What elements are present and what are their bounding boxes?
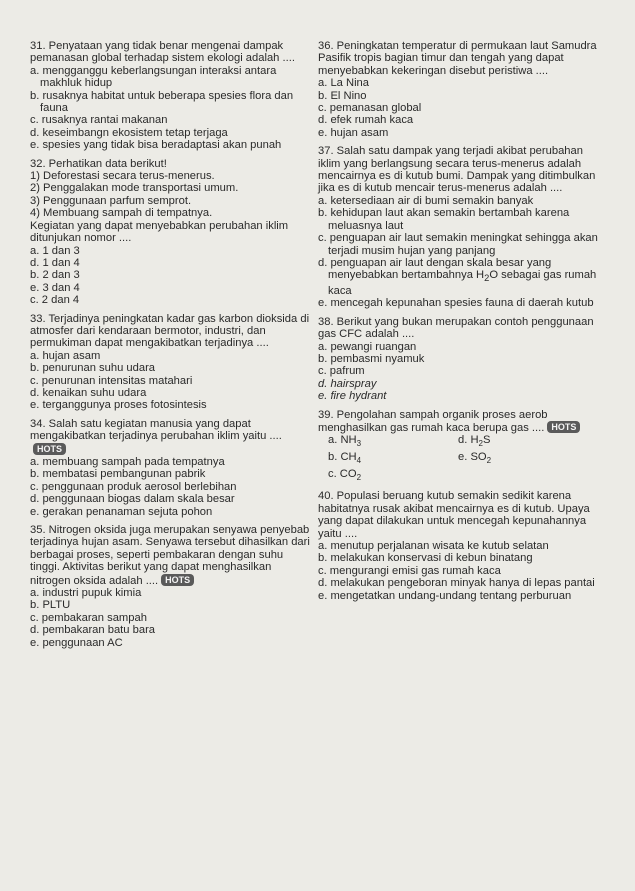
question-39-option-b[interactable]: b. $CH_4$: [328, 451, 362, 466]
question-36-option-d[interactable]: d. efek rumah kaca: [318, 114, 414, 127]
question-39: [318, 409, 608, 485]
question-33-option-b[interactable]: b. penurunan suhu udara: [30, 362, 156, 375]
question-35-option-a[interactable]: a. industri pupuk kimia: [30, 587, 142, 600]
question-39-option-c[interactable]: c. $CO_2$: [328, 467, 362, 482]
question-33-option-c[interactable]: c. penurunan intensitas matahari: [30, 374, 193, 387]
right-column: [318, 40, 608, 608]
question-31: [30, 40, 310, 152]
question-32-option-b[interactable]: b. 2 dan 3: [30, 269, 80, 282]
question-32-statement-3: 3) Penggunaan parfum semprot.: [30, 194, 192, 207]
question-40-option-d[interactable]: d. melakukan pengeboran minyak hanya di lepas pantai: [318, 577, 595, 590]
question-39-option-a[interactable]: a. $NH_3$: [328, 434, 362, 449]
question-32-statement-2: 2) Penggalakan mode transportasi umum.: [30, 182, 239, 195]
question-40: [318, 490, 608, 602]
question-40-option-a[interactable]: a. menutup perjalanan wisata ke kutub selatan: [318, 539, 549, 552]
question-37-option-d[interactable]: d. penguapan air laut dengan skala besar yang menyebabkan bertambahnya $H_2O$ sebagai gas rumah kaca: [318, 256, 597, 297]
question-38-stem: 38. Berikut yang bukan merupakan contoh penggunaan gas CFC adalah ....: [318, 315, 594, 341]
left-column: [30, 40, 310, 655]
question-40-option-c[interactable]: c. mengurangi emisi gas rumah kaca: [318, 564, 501, 577]
question-33-option-d[interactable]: d. kenaikan suhu udara: [30, 386, 147, 399]
question-38: [318, 316, 608, 403]
question-32-option-d[interactable]: d. 1 dan 4: [30, 256, 80, 269]
question-37-option-c[interactable]: c. penguapan air laut semakin meningkat sehingga akan terjadi musim hujan yang panjang: [318, 232, 598, 257]
question-34-option-c[interactable]: c. penggunaan produk aerosol berlebihan: [30, 480, 237, 493]
question-34: [30, 418, 310, 518]
question-32-statement-4: 4) Membuang sampah di tempatnya.: [30, 207, 213, 220]
question-38-option-a[interactable]: a. pewangi ruangan: [318, 340, 417, 353]
question-31-option-d[interactable]: d. keseimbangn ekosistem tetap terjaga: [30, 126, 228, 139]
question-38-option-b[interactable]: b. pembasmi nyamuk: [318, 352, 425, 365]
question-36-option-b[interactable]: b. El Nino: [318, 89, 367, 102]
question-36-stem: 36. Peningkatan temperatur di permukaan laut Samudra Pasifik tropis bagian timur dan tengah yang dapat menyebabkan kekeringan disebut peristiwa ....: [318, 40, 597, 77]
question-36-option-a[interactable]: a. La Nina: [318, 77, 369, 90]
question-39-option-e[interactable]: e. $SO_2$: [458, 451, 492, 466]
question-33: [30, 313, 310, 412]
question-35-option-b[interactable]: b. PLTU: [30, 599, 71, 612]
question-33-option-e[interactable]: e. terganggunya proses fotosintesis: [30, 399, 207, 412]
question-31-option-a[interactable]: a. mengganggu keberlangsungan interaksi antara makhluk hidup: [30, 64, 277, 90]
question-32-option-a[interactable]: a. 1 dan 3: [30, 244, 80, 257]
question-36-option-e[interactable]: e. hujan asam: [318, 126, 389, 139]
hots-badge: HOTS: [547, 421, 580, 433]
question-33-option-a[interactable]: a. hujan asam: [30, 349, 101, 362]
question-34-option-b[interactable]: b. membatasi pembangunan pabrik: [30, 468, 206, 481]
question-35-option-d[interactable]: d. pembakaran batu bara: [30, 624, 156, 637]
question-34-stem: 34. Salah satu kegiatan manusia yang dapat mengakibatkan terjadinya perubahan iklim yaitu ....HOTS: [30, 417, 282, 454]
question-39-stem: 39. Pengolahan sampah organik proses aerob menghasilkan gas rumah kaca berupa gas .... HOTS: [318, 409, 608, 435]
question-34-option-a[interactable]: a. membuang sampah pada tempatnya: [30, 456, 225, 468]
question-31-stem: 31. Penyataan yang tidak benar mengenai dampak pemanasan global terhadap sistem ekologi adalah ....: [30, 40, 295, 65]
question-35-option-c[interactable]: c. pembakaran sampah: [30, 611, 147, 624]
question-37-stem: 37. Salah satu dampak yang terjadi akibat perubahan iklim yang berlangsung secara terus-menerus adalah mencairnya es di kutub bumi. Dampak yang ditimbulkan jika es di kutub mencair terus-menerus adalah ....: [318, 145, 596, 195]
question-31-option-e[interactable]: e. spesies yang tidak bisa beradaptasi akan punah: [30, 139, 282, 152]
question-32-prompt: Kegiatan yang dapat menyebabkan perubahan iklim ditunjukan nomor ....: [30, 219, 289, 245]
question-32-option-c[interactable]: c. 2 dan 4: [30, 294, 80, 307]
question-32-options: [30, 245, 310, 307]
question-35-stem: 35. Nitrogen oksida juga merupakan senyawa penyebab terjadinya hujan asam. Senyawa tersebut dihasilkan dari berbagai proses, seperti pembakaran dengan suhu tinggi. Aktivitas berikut yang dapat menghasilkan nitrogen oksida adalah .... HOTS: [30, 524, 310, 587]
question-39-options: [318, 434, 608, 484]
question-39-option-d[interactable]: d. $H_2S$: [458, 434, 491, 449]
question-38-option-c[interactable]: c. pafrum: [318, 365, 365, 378]
question-37-option-a[interactable]: a. ketersediaan air di bumi semakin banyak: [318, 194, 534, 207]
question-35: [30, 524, 310, 649]
hots-badge: HOTS: [161, 574, 194, 586]
question-37: [318, 145, 608, 310]
question-32: [30, 158, 310, 307]
question-33-stem: 33. Terjadinya peningkatan kadar gas karbon dioksida di atmosfer dari kendaraan bermotor, industri, dan permukiman dapat mengakibatkan terjadinya ....: [30, 312, 310, 350]
question-34-option-d[interactable]: d. penggunaan biogas dalam skala besar: [30, 493, 235, 506]
question-31-option-c[interactable]: c. rusaknya rantai makanan: [30, 114, 168, 127]
question-38-option-e[interactable]: e. fire hydrant: [318, 390, 387, 403]
question-36-option-c[interactable]: c. pemanasan global: [318, 102, 422, 115]
question-38-option-d[interactable]: d. hairspray: [318, 377, 377, 390]
question-32-option-e[interactable]: e. 3 dan 4: [30, 281, 80, 294]
question-37-option-e[interactable]: e. mencegah kepunahan spesies fauna di daerah kutub: [318, 297, 594, 310]
hots-badge: HOTS: [33, 443, 66, 455]
question-32-stem: 32. Perhatikan data berikut!: [30, 157, 167, 170]
question-32-statement-1: 1) Deforestasi secara terus-menerus.: [30, 170, 215, 183]
question-35-option-e[interactable]: e. penggunaan AC: [30, 636, 123, 649]
question-36: [318, 40, 608, 139]
question-37-option-b[interactable]: b. kehidupan laut akan semakin bertambah karena meluasnya laut: [318, 207, 570, 232]
question-31-option-b[interactable]: b. rusaknya habitat untuk beberapa spesies flora dan fauna: [30, 89, 294, 115]
question-34-option-e[interactable]: e. gerakan penanaman sejuta pohon: [30, 505, 213, 518]
question-40-option-e[interactable]: e. mengetatkan undang-undang tentang perburuan: [318, 589, 572, 602]
question-40-stem: 40. Populasi beruang kutub semakin sedikit karena habitatnya rusak akibat mencairnya es di kutub. Upaya yang dapat dilakukan untuk mencegah kepunahannya yaitu ....: [318, 490, 590, 540]
question-40-option-b[interactable]: b. melakukan konservasi di kebun binatang: [318, 552, 533, 565]
